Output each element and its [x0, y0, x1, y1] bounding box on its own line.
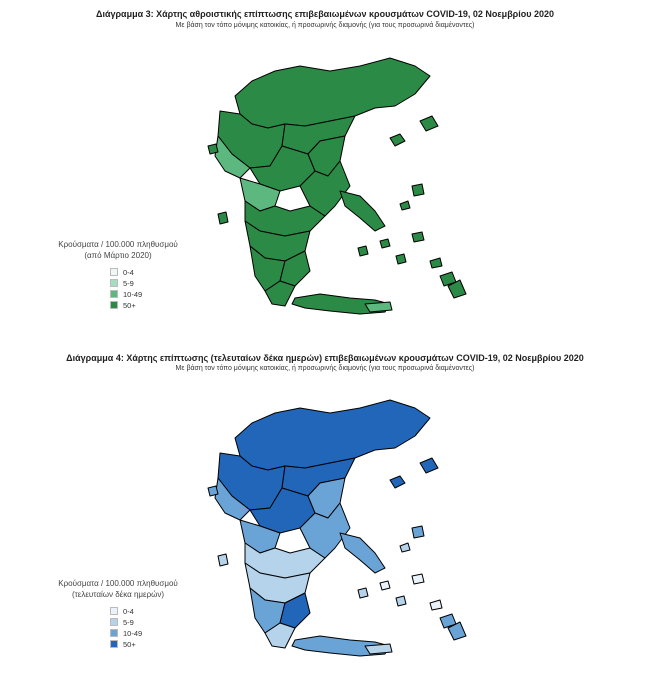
legend-items	[110, 267, 178, 310]
island	[218, 554, 228, 566]
island	[420, 458, 438, 473]
legend-label: 10-49	[123, 628, 143, 638]
map-title: Διάγραμμα 3: Χάρτης αθροιστικής επίπτωσης επιβεβαιωμένων κρουσμάτων COVID-19, 02 Νοεμβρίου 2020	[95, 9, 555, 19]
legend-subtitle: (τελευταίων δέκα ημερών)	[71, 590, 165, 599]
legend-item	[110, 617, 178, 627]
legend-title: Κρούσματα / 100.000 πληθυσμού	[58, 240, 178, 249]
legend	[58, 239, 178, 311]
legend-label: 50+	[123, 300, 136, 310]
legend-label: 10-49	[123, 289, 143, 299]
island	[358, 246, 368, 256]
legend-label: 50+	[123, 639, 136, 649]
legend-item	[110, 289, 178, 299]
greece-map-ten-day	[190, 378, 490, 678]
ten-day-incidence-panel	[0, 348, 650, 697]
mainland-regions	[215, 58, 430, 306]
crete-east-region	[365, 302, 392, 312]
crete-east-region	[365, 644, 392, 654]
legend-label: 5-9	[123, 617, 134, 627]
legend-item	[110, 267, 178, 277]
island	[218, 212, 228, 224]
legend-label: 0-4	[123, 606, 134, 616]
map-title: Διάγραμμα 4: Χάρτης επίπτωσης (τελευταίων δέκα ημερών) επιβεβαιωμένων κρουσμάτων COVID-19, 02 Νοεμβρίου 2020	[66, 353, 584, 363]
island	[396, 596, 406, 606]
island	[400, 201, 410, 210]
island	[412, 232, 424, 242]
legend-swatch	[110, 607, 118, 615]
island	[208, 144, 218, 154]
island	[380, 581, 390, 590]
island	[208, 486, 218, 496]
cumulative-incidence-panel	[0, 0, 650, 345]
legend-subtitle: (από Μάρτιο 2020)	[84, 251, 152, 260]
legend-item	[110, 300, 178, 310]
legend-item	[110, 278, 178, 288]
map-subtitle: Με βάση τον τόπο μόνιμης κατοικίας, ή προσωρινής διαμονής (για τους προσωρινά διαμένοντες)	[175, 22, 475, 29]
map-subtitle: Με βάση τον τόπο μόνιμης κατοικίας, ή προσωρινής διαμονής (για τους προσωρινά διαμένοντες)	[175, 365, 475, 372]
legend-label: 5-9	[123, 278, 134, 288]
island	[380, 239, 390, 248]
legend	[58, 578, 178, 650]
island	[390, 476, 405, 488]
mainland-regions	[215, 400, 430, 648]
island	[390, 134, 405, 146]
legend-swatch	[110, 268, 118, 276]
island	[412, 526, 424, 538]
legend-title: Κρούσματα / 100.000 πληθυσμού	[58, 579, 178, 588]
island	[400, 543, 410, 552]
island	[430, 258, 442, 268]
region	[235, 400, 430, 470]
legend-items	[110, 606, 178, 649]
evia-island	[340, 191, 385, 231]
island	[358, 588, 368, 598]
evia-island	[340, 533, 385, 573]
legend-swatch	[110, 279, 118, 287]
legend-label: 0-4	[123, 267, 134, 277]
legend-swatch	[110, 629, 118, 637]
island	[412, 184, 424, 196]
island	[420, 116, 438, 131]
legend-swatch	[110, 640, 118, 648]
legend-swatch	[110, 290, 118, 298]
legend-swatch	[110, 301, 118, 309]
legend-item	[110, 606, 178, 616]
legend-swatch	[110, 618, 118, 626]
legend-item	[110, 628, 178, 638]
region	[235, 58, 430, 128]
island	[430, 600, 442, 610]
legend-item	[110, 639, 178, 649]
island	[396, 254, 406, 264]
greece-map-cumulative	[190, 36, 490, 336]
island	[412, 574, 424, 584]
